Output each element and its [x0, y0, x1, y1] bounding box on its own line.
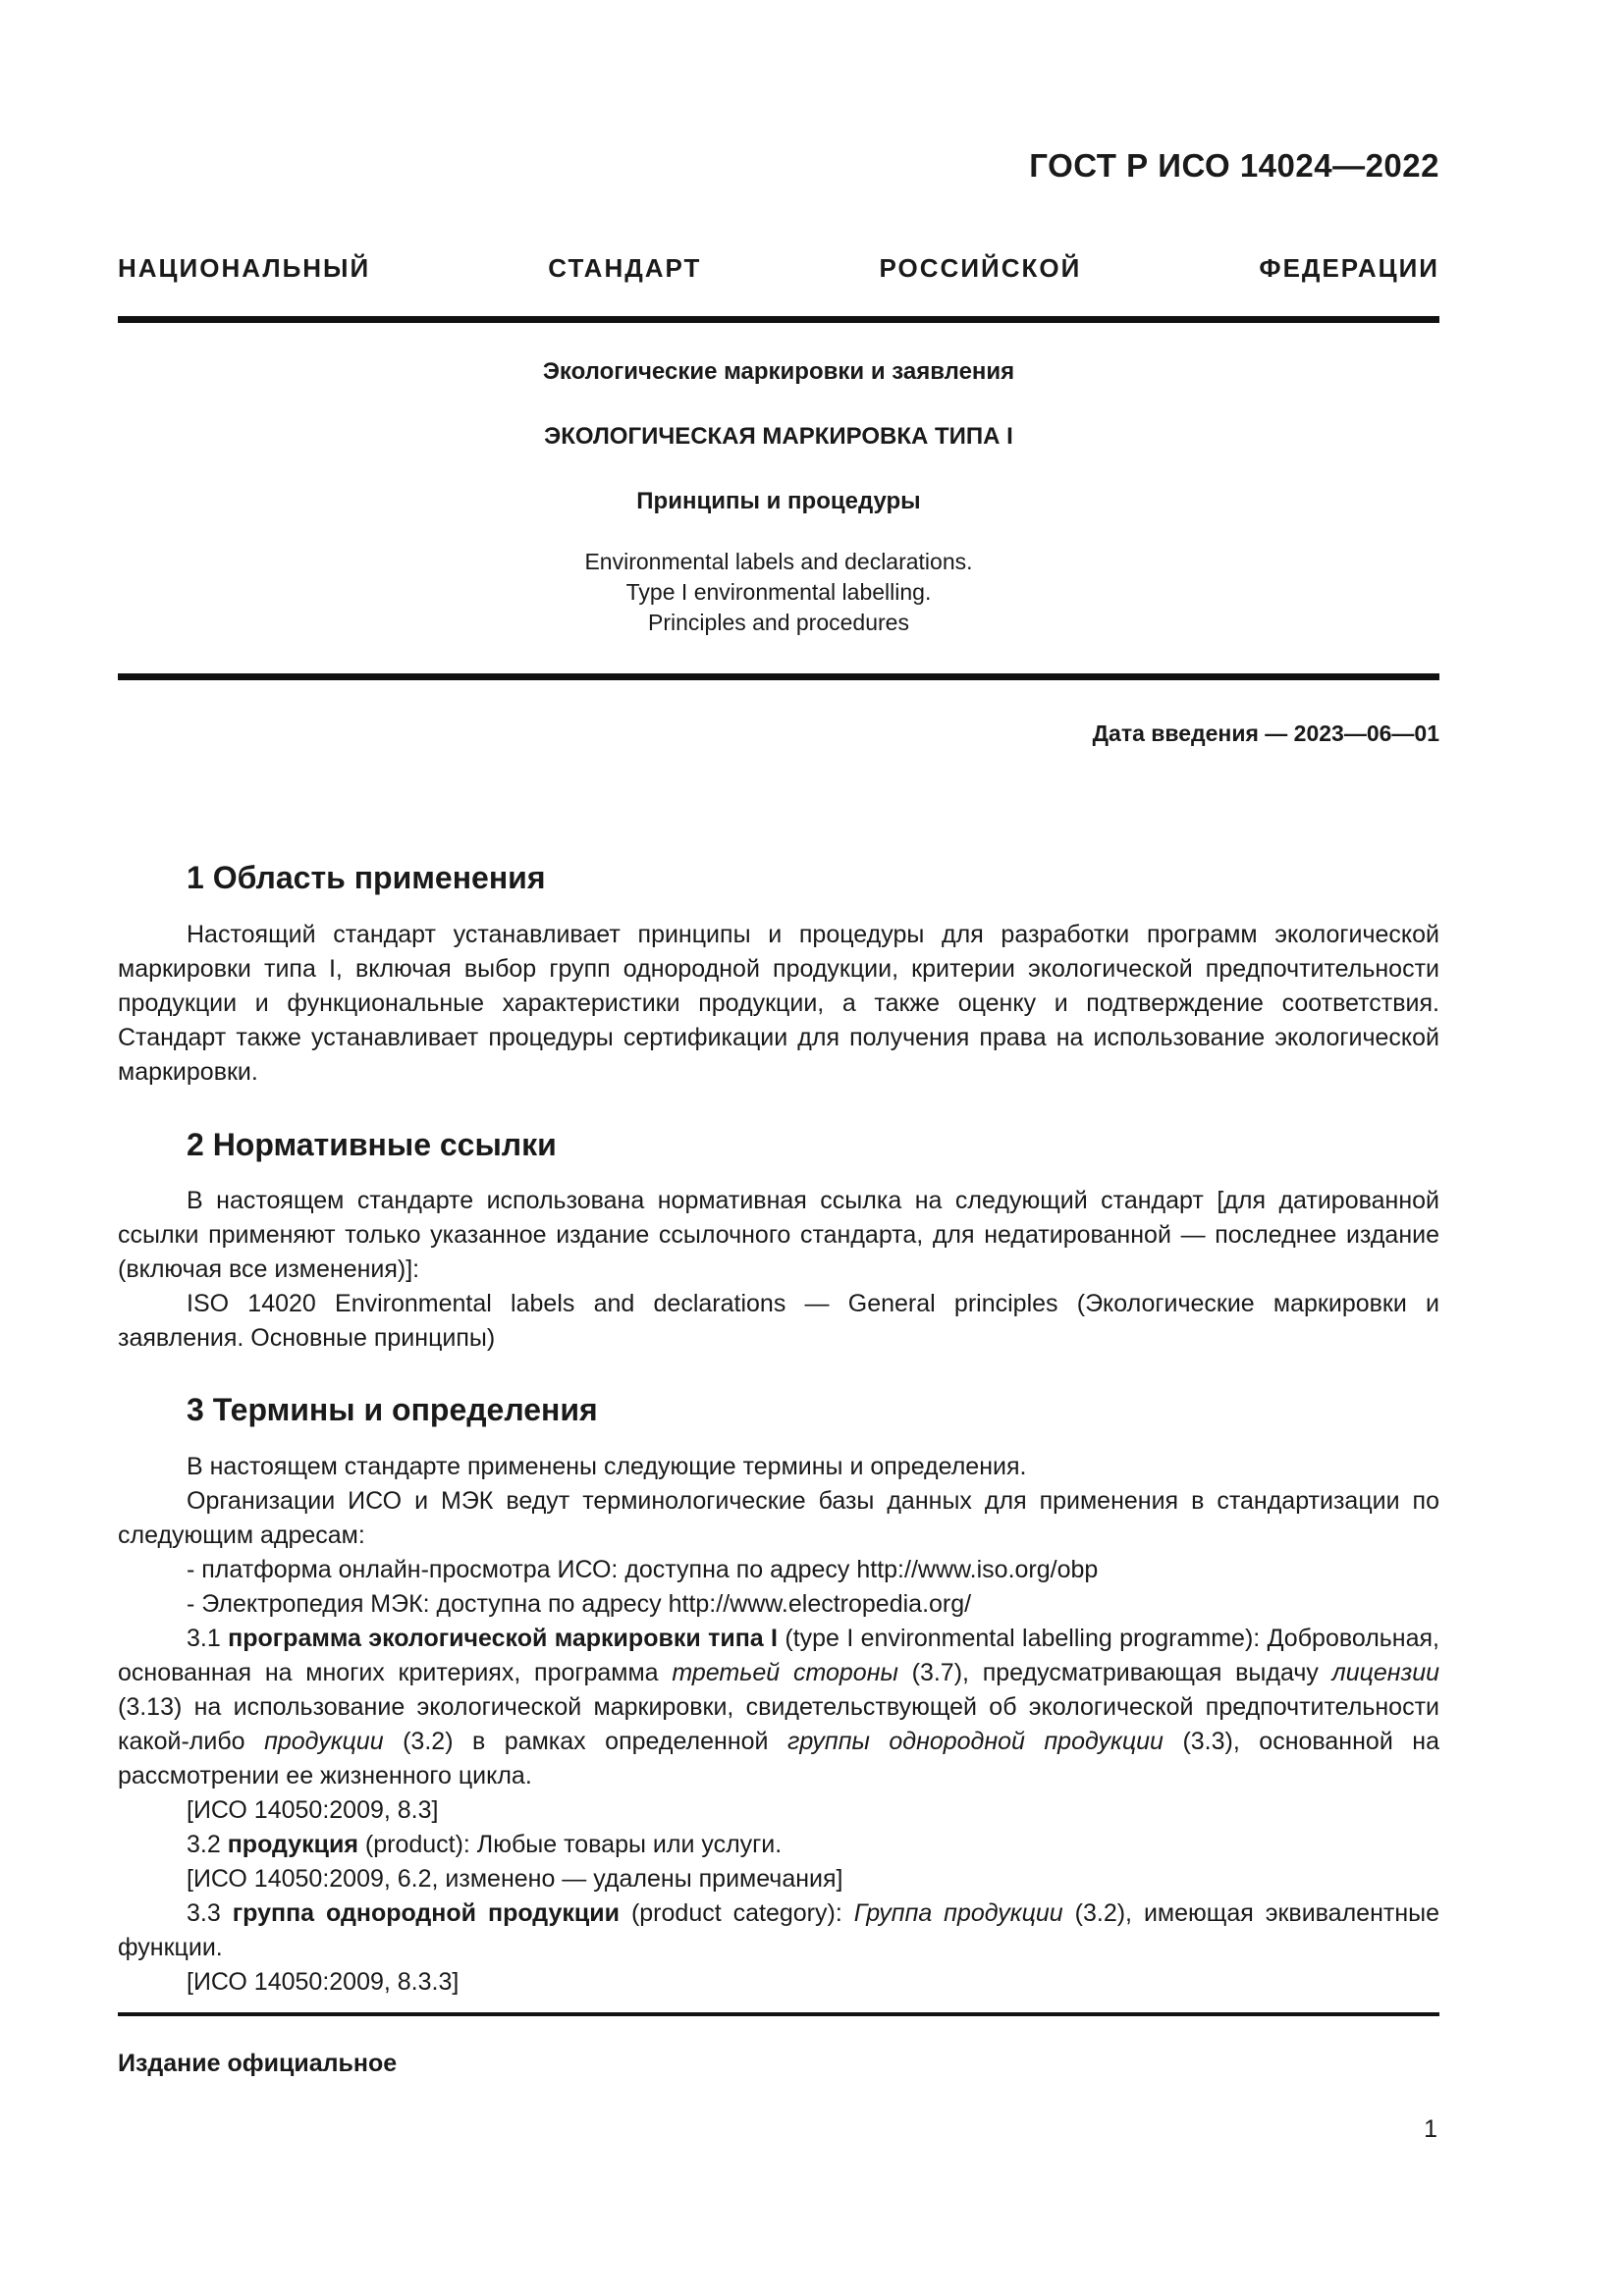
term-3-1-definition-part: (3.2) в рамках определенной	[383, 1728, 788, 1755]
footer-rule	[118, 2012, 1439, 2016]
term-3-2-number: 3.2	[187, 1831, 228, 1858]
header-rule-bottom	[118, 673, 1439, 680]
term-3-3-source: [ИСО 14050:2009, 8.3.3]	[187, 1968, 460, 1996]
title-line-3: Принципы и процедуры	[636, 488, 921, 514]
term-3-3-number: 3.3	[187, 1899, 233, 1927]
term-3-3-title: группа однородной продукции	[232, 1899, 620, 1927]
term-3-2	[118, 1828, 1439, 1862]
term-3-1-number: 3.1	[187, 1625, 229, 1652]
term-3-1-english: (type I environmental labelling programme):	[778, 1625, 1261, 1652]
term-3-3-italic-ref: Группа продукции	[853, 1899, 1063, 1927]
section-1-paragraph: Настоящий стандарт устанавливает принципы и процедуры для разработки программ экологической маркировки типа I, включая выбор групп однородной продукции, критерии экологической предпочтительности продукции и функциональные характеристики продукции, а также оценку и подтверждение соответствия. Стандарт также устанавливает процедуры сертификации для получения права на использование экологической маркировки.	[118, 921, 1439, 1086]
section-3-body	[118, 1450, 1439, 2000]
term-3-1-title: программа экологической маркировки типа I	[228, 1625, 779, 1652]
iso-obp-address: - платформа онлайн-просмотра ИСО: доступна по адресу http://www.iso.org/obp	[187, 1556, 1099, 1583]
section-3-heading: 3 Термины и определения	[187, 1392, 598, 1427]
term-3-1-definition-part: (3.3), основанной на рассмотрении ее жизненного цикла.	[118, 1728, 1439, 1789]
term-3-3	[118, 1896, 1439, 1965]
page-number: 1	[1424, 2115, 1437, 2143]
term-3-1-definition-part: (3.7), предусматривающая выдачу	[897, 1659, 1332, 1686]
national-standard-banner: НАЦИОНАЛЬНЫЙ СТАНДАРТ РОССИЙСКОЙ ФЕДЕРАЦИИ	[118, 253, 1439, 283]
title-line-2: ЭКОЛОГИЧЕСКАЯ МАРКИРОВКА ТИПА I	[544, 423, 1013, 450]
term-3-1-italic-ref: продукции	[264, 1728, 384, 1755]
term-3-2-title: продукция	[227, 1831, 358, 1858]
section-3-paragraph-1: В настоящем стандарте применены следующие термины и определения.	[187, 1453, 1027, 1480]
section-2-paragraph-1: В настоящем стандарте использована нормативная ссылка на следующий стандарт [для датированной ссылки применяют только указанное издание ссылочного стандарта, для недатированной — последнее издание (включая все изменения)]:	[118, 1187, 1439, 1283]
term-3-1-definition-part: Добровольная, основанная на многих критериях, программа	[118, 1625, 1440, 1686]
term-3-2-definition: (product): Любые товары или услуги.	[357, 1831, 783, 1858]
term-3-2-source: [ИСО 14050:2009, 6.2, изменено — удалены примечания]	[187, 1865, 843, 1893]
section-2-body	[118, 1184, 1439, 1356]
english-title-line-2: Type I environmental labelling.	[625, 579, 932, 605]
section-2-heading: 2 Нормативные ссылки	[187, 1127, 557, 1162]
document-code: ГОСТ Р ИСО 14024—2022	[1029, 147, 1439, 184]
section-1-heading: 1 Область применения	[187, 860, 546, 895]
section-2-reference: ISO 14020 Environmental labels and declarations — General principles (Экологические маркировки и заявления. Основные принципы)	[118, 1290, 1439, 1352]
term-3-1-italic-ref: лицензии	[1331, 1659, 1439, 1686]
iec-electropedia-address: - Электропедия МЭК: доступна по адресу http://www.electropedia.org/	[187, 1590, 972, 1618]
title-line-1: Экологические маркировки и заявления	[542, 358, 1015, 385]
term-3-1-italic-ref: третьей стороны	[672, 1659, 898, 1686]
section-1-body	[118, 918, 1439, 1090]
english-title-line-1: Environmental labels and declarations.	[584, 549, 973, 574]
official-edition-label: Издание официальное	[118, 2050, 398, 2077]
term-3-1-italic-ref: группы однородной продукции	[787, 1728, 1164, 1755]
section-3-paragraph-2: Организации ИСО и МЭК ведут терминологические базы данных для применения в стандартизации по следующим адресам:	[118, 1487, 1439, 1549]
header-rule-top	[118, 316, 1439, 323]
term-3-3-definition-part: (3.2), имеющая эквивалентные функции.	[118, 1899, 1440, 1961]
english-title-line-3: Principles and procedures	[648, 610, 909, 635]
term-3-1-definition-part: (3.13) на использование экологической маркировки, свидетельствующей об экологической предпочтительности какой-либо	[118, 1693, 1439, 1755]
introduction-date: Дата введения — 2023—06—01	[1092, 721, 1439, 746]
term-3-1-source: [ИСО 14050:2009, 8.3]	[187, 1796, 439, 1824]
term-3-1	[118, 1622, 1439, 1793]
term-3-3-definition-part: (product category):	[620, 1899, 854, 1927]
english-title	[118, 547, 1439, 638]
